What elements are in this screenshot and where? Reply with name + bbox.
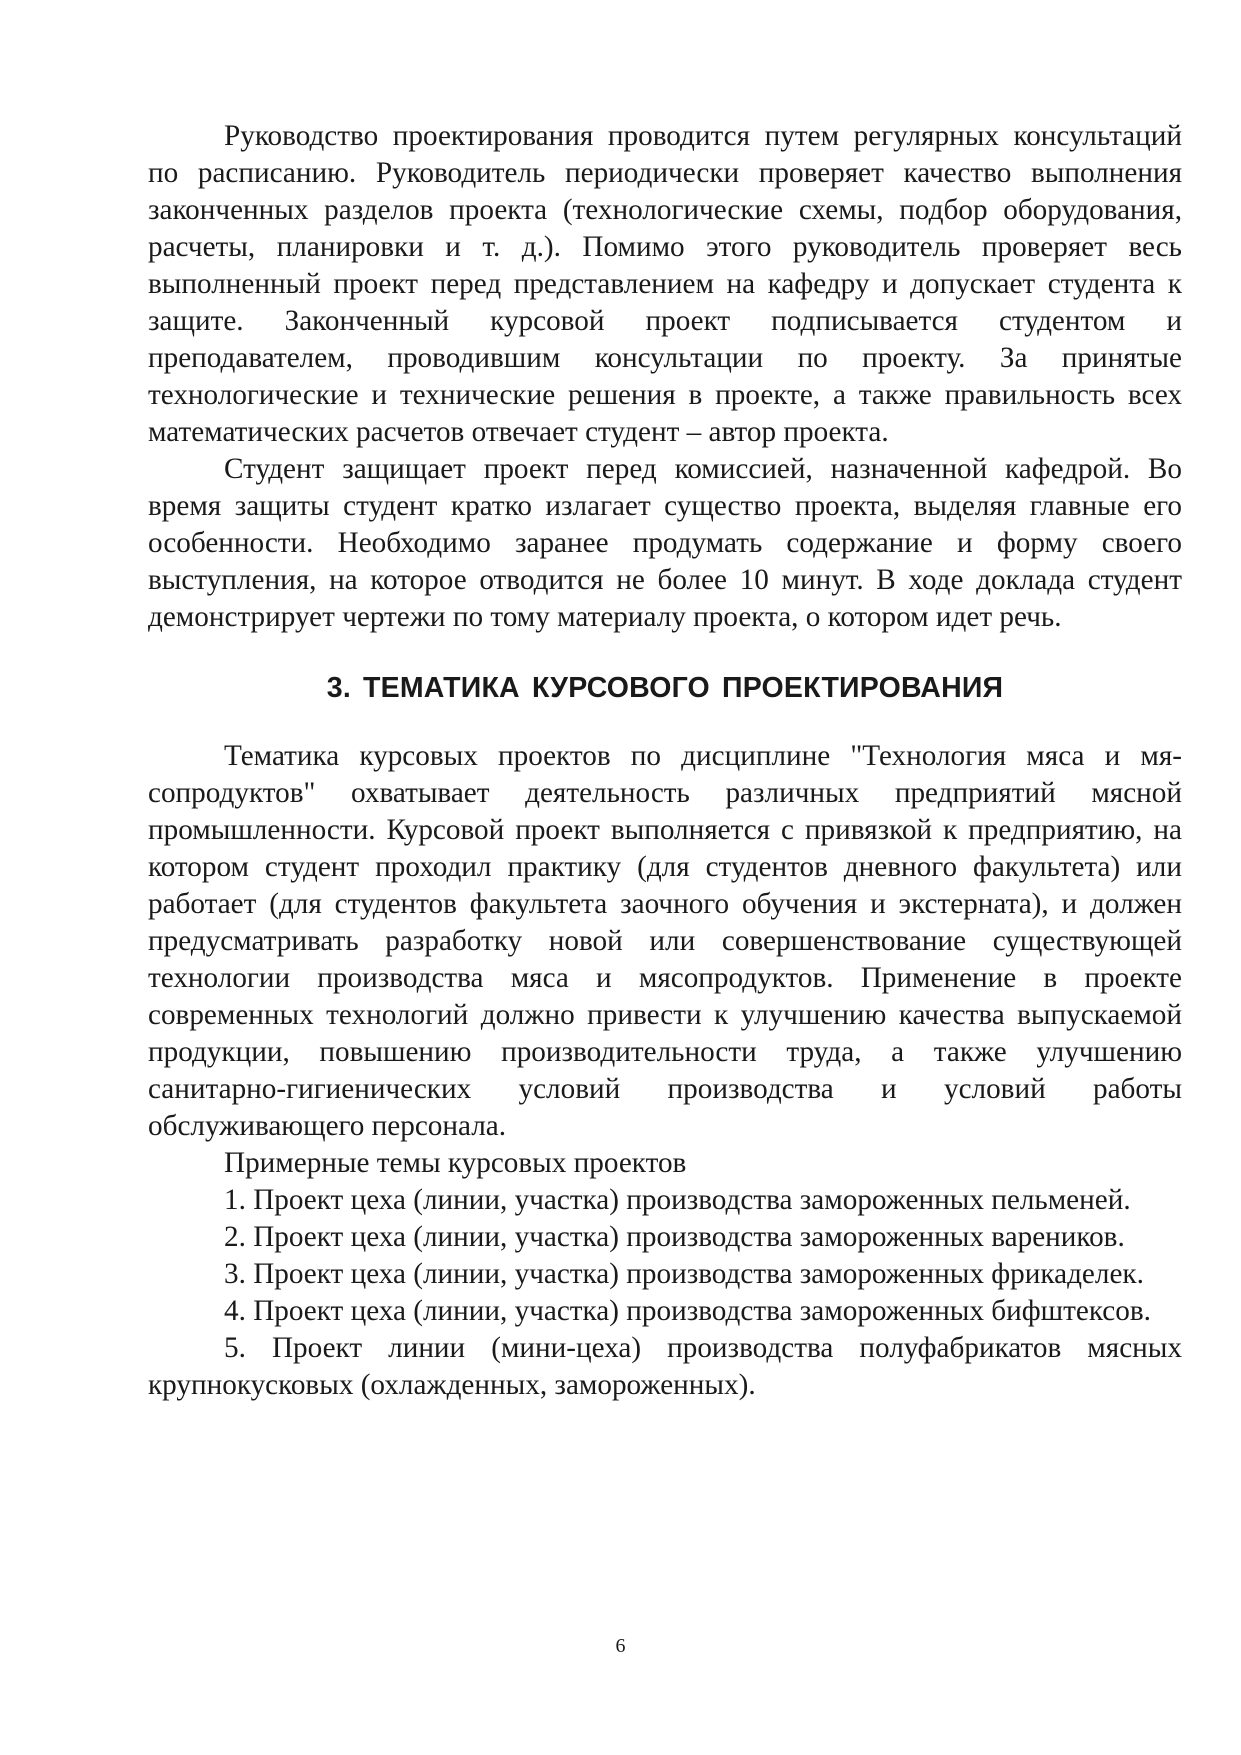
page-number: 6 <box>615 1635 626 1657</box>
paragraph-defense: Студент защищает проект перед комиссией, назначенной кафедрой. Во время защиты студент кратко излагает существо проекта, выделяя главные его особенности. Необходимо заранее продумать содержание и форму своего выступления, на которое отводится не более 10 минут. В ходе доклада студент демонстрирует чертежи по тому материалу проекта, о котором идет речь. <box>148 453 1182 633</box>
topic-item-4: 4. Проект цеха (линии, участка) производства замороженных бифштексов. <box>224 1295 1151 1327</box>
topic-item-1: 1. Проект цеха (линии, участка) производства замороженных пельменей. <box>224 1184 1131 1216</box>
topic-item-5: 5. Проект линии (мини-цеха) производства полуфабрикатов мясных крупнокусковых (охлажденных, замороженных). <box>148 1332 1182 1401</box>
paragraph-topics-list-title: Примерные темы курсовых проектов <box>224 1147 687 1179</box>
paragraph-topics-intro: Тематика курсовых проектов по дисциплине "Технология мяса и мясопродуктов" охватывает деятельность различных предприятий мясной промышленности. Курсовой проект выполняется с привязкой к предприятию, на котором студент проходил практику (для студентов дневного факультета) или работает (для студентов факультета заочного обучения и экстерната), и должен предусматривать разработку новой или совершенствование существующей технологии производства мяса и мясопродуктов. Применение в проекте современных технологий должно привести к улучшению качества выпускаемой продукции, повышению производительности труда, а также улучшению санитарно-гигиенических условий производства и условий работы обслуживающего персонала. <box>148 740 1182 1142</box>
topic-item-2: 2. Проект цеха (линии, участка) производства замороженных вареников. <box>224 1221 1125 1253</box>
section-heading: 3. ТЕМАТИКА КУРСОВОГО ПРОЕКТИРОВАНИЯ <box>326 672 1004 704</box>
topic-item-3: 3. Проект цеха (линии, участка) производства замороженных фрикаделек. <box>224 1258 1144 1290</box>
page-body <box>148 118 1182 1404</box>
paragraph-supervision: Руководство проектирования проводится путем регулярных консультаций по расписанию. Руководитель периодически проверяет качество выполнения законченных разделов проекта (технологические схемы, подбор оборудования, расчеты, планировки и т. д.). Помимо этого руководитель проверяет весь выполненный проект перед представлением на кафедру и допускает студента к защите. Законченный курсовой проект подписывается студентом и преподавателем, проводившим консультации по проекту. За принятые технологические и технические решения в проекте, а также правильность всех математических расчетов отвечает студент – автор проекта. <box>148 120 1182 448</box>
